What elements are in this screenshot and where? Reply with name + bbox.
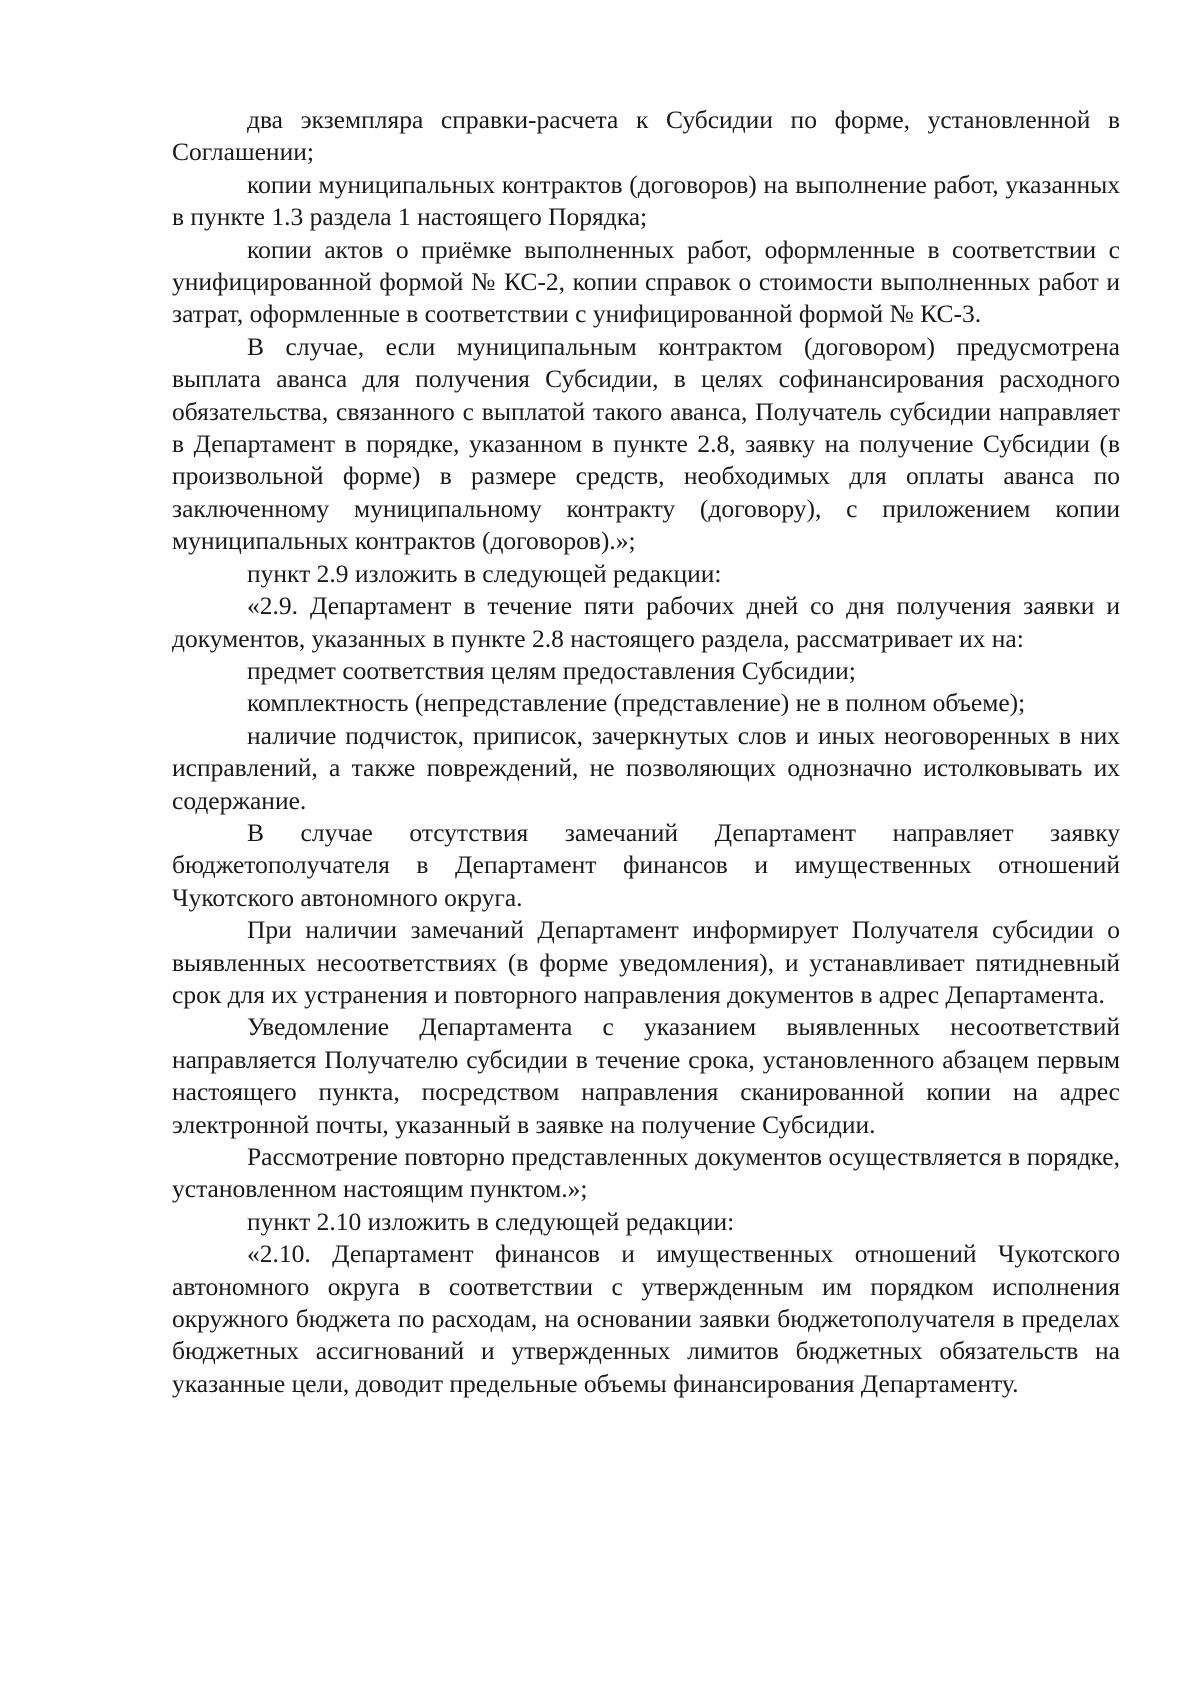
paragraph-комплектность: комплектность (непредставление (представление) не в полном объеме); bbox=[247, 688, 1026, 718]
paragraph-наличие-замечаний: При наличии замечаний Департамент информирует Получателя субсидии о выявленных несоответствиях (в форме уведомления), и устанавливает пятидневный срок для их устранения и повторного направления документов в адрес Департамента. bbox=[172, 915, 1120, 1009]
paragraph-рассмотрение: Рассмотрение повторно представленных документов осуществляется в порядке, установленном настоящим пунктом.»; bbox=[172, 1142, 1120, 1204]
paragraph-копии-актов: копии актов о приёмке выполненных работ, оформленные в соответствии с унифицированной формой № КС-2, копии справок о стоимости выполненных работ и затрат, оформленные в соответствии с унифицированной формой № КС-3. bbox=[172, 234, 1120, 329]
paragraph-копии-контрактов: копии муниципальных контрактов (договоров) на выполнение работ, указанных в пункте 1.3 раздела 1 настоящего Порядка; bbox=[172, 169, 1120, 232]
paragraph-отсутствие-замечаний: В случае отсутствия замечаний Департамент направляет заявку бюджетополучателя в Департамент финансов и имущественных отношений Чукотского автономного округа. bbox=[172, 817, 1120, 912]
paragraph-уведомление: Уведомление Департамента с указанием выявленных несоответствий направляется Получателю субсидии в течение срока, установленного абзацем первым настоящего пункта, посредством направления сканированной копии на адрес электронной почты, указанный в заявке на получение Субсидии. bbox=[172, 1012, 1120, 1139]
paragraph-пункт-2-9: «2.9. Департамент в течение пяти рабочих дней со дня получения заявки и документов, указанных в пункте 2.8 настоящего раздела, рассматривает их на: bbox=[172, 591, 1120, 653]
paragraph-выплата-аванса: В случае, если муниципальным контрактом (договором) предусмотрена выплата аванса для получения Субсидии, в целях софинансирования расходного обязательства, связанного с выплатой такого аванса, Получатель субсидии направляет в Департамент в порядке, указанном в пункте 2.8, заявку на получение Субсидии (в произвольной форме) в размере средств, необходимых для оплаты аванса по заключенному муниципальному контракту (договору), с приложением копии муниципальных контрактов (договоров).»; bbox=[172, 331, 1120, 556]
paragraph-пункт-2-10: «2.10. Департамент финансов и имущественных отношений Чукотского автономного округа в соответствии с утвержденным им порядком исполнения окружного бюджета по расходам, на основании заявки бюджетополучателя в пределах бюджетных ассигнований и утвержденных лимитов бюджетных обязательств на указанные цели, доводит предельные объемы финансирования Департаменту. bbox=[172, 1239, 1120, 1398]
paragraph-наличие-подчисток: наличие подчисток, приписок, зачеркнутых слов и иных неоговоренных в них исправлений, а также повреждений, не позволяющих однозначно истолковывать их содержание. bbox=[172, 720, 1120, 815]
document-page bbox=[172, 104, 1120, 1400]
paragraph-предмет-соответствия: предмет соответствия целям предоставления Субсидии; bbox=[247, 655, 856, 685]
paragraph-справка-расчет: два экземпляра справки-расчета к Субсидии по форме, установленной в Соглашении; bbox=[172, 105, 1120, 167]
paragraph-пункт-2-9-intro: пункт 2.9 изложить в следующей редакции: bbox=[247, 558, 722, 588]
paragraph-пункт-2-10-intro: пункт 2.10 изложить в следующей редакции: bbox=[247, 1206, 735, 1236]
